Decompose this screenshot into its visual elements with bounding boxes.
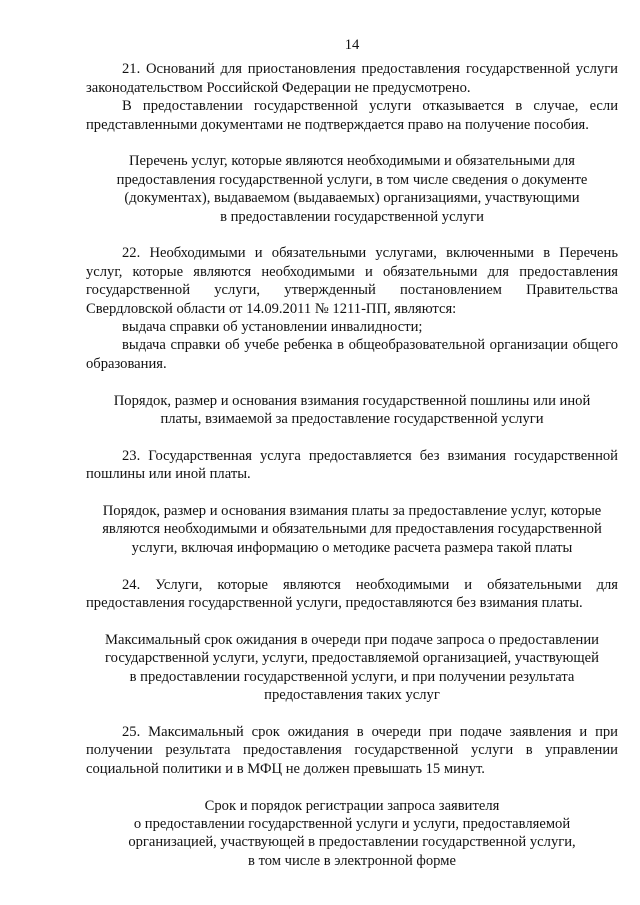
heading-line: (документах), выдаваемом (выдаваемых) организациями, участвующими: [124, 190, 580, 207]
spacer: [86, 613, 618, 631]
heading-line: государственной услуги, услуги, предоставляемой организацией, участвующей: [105, 650, 599, 667]
document-page: [86, 36, 618, 870]
section-heading-fees: [94, 502, 610, 557]
section-heading-registration: [94, 797, 610, 871]
paragraph-23: 23. Государственная услуга предоставляется без взимания государственной пошлины или иной платы.: [86, 447, 618, 483]
heading-line: услуги, включая информацию о методике расчета размера такой платы: [131, 539, 573, 556]
spacer: [86, 373, 618, 391]
spacer: [86, 428, 618, 446]
spacer: [86, 705, 618, 723]
list-item-disability: выдача справки об установлении инвалидности;: [122, 319, 423, 336]
heading-line: в том числе в электронной форме: [248, 852, 456, 869]
heading-line: предоставления таких услуг: [264, 687, 440, 704]
section-heading-state-duty: [94, 392, 610, 429]
heading-line: в предоставлении государственной услуги: [220, 208, 484, 225]
heading-line: Порядок, размер и основания взимания государственной пошлины или иной: [113, 392, 591, 409]
section-heading-queue-time: [94, 631, 610, 705]
spacer: [86, 557, 618, 575]
heading-line: о предоставлении государственной услуги и услуги, предоставляемой: [133, 815, 571, 832]
paragraph-25: 25. Максимальный срок ожидания в очереди при подаче заявления и при получении результата предоставления государственной услуги в управлении социальной политики и в МФЦ не должен превышать 15 минут.: [86, 723, 618, 777]
paragraph-22: 22. Необходимыми и обязательными услугами, включенными в Перечень услуг, которые являются необходимыми и обязательными для предоставления государственной услуги, утвержденный постановлением Правительства Свердловской области от 14.09.2011 № 1211-ПП, являются:: [86, 245, 618, 317]
paragraph-24: 24. Услуги, которые являются необходимыми и обязательными для предоставления государственной услуги, предоставляются без взимания платы.: [86, 576, 618, 612]
list-item-school: выдача справки об учебе ребенка в общеобразовательной организации общего образования.: [86, 337, 618, 372]
heading-line: Перечень услуг, которые являются необходимыми и обязательными для: [129, 153, 575, 170]
paragraph-refusal: В предоставлении государственной услуги отказывается в случае, если представленными документами не подтверждается право на получение пособия.: [86, 98, 618, 133]
heading-line: предоставления государственной услуги, в том числе сведения о документе: [116, 171, 588, 188]
spacer: [86, 134, 618, 152]
spacer: [86, 484, 618, 502]
heading-line: Срок и порядок регистрации запроса заявителя: [204, 797, 500, 814]
heading-line: платы, взимаемой за предоставление государственной услуги: [160, 411, 544, 428]
heading-line: организацией, участвующей в предоставлении государственной услуги,: [128, 834, 576, 851]
heading-line: в предоставлении государственной услуги, и при получении результата: [129, 668, 575, 685]
paragraph-21: 21. Оснований для приостановления предоставления государственной услуги законодательством Российской Федерации не предусмотрено.: [86, 61, 618, 96]
section-heading-services-list: [94, 152, 610, 226]
spacer: [86, 778, 618, 796]
heading-line: Порядок, размер и основания взимания платы за предоставление услуг, которые: [102, 503, 602, 520]
heading-line: Максимальный срок ожидания в очереди при подаче запроса о предоставлении: [105, 631, 599, 648]
page-number: 14: [344, 37, 360, 53]
heading-line: являются необходимыми и обязательными для предоставления государственной: [102, 521, 602, 538]
spacer: [86, 226, 618, 244]
